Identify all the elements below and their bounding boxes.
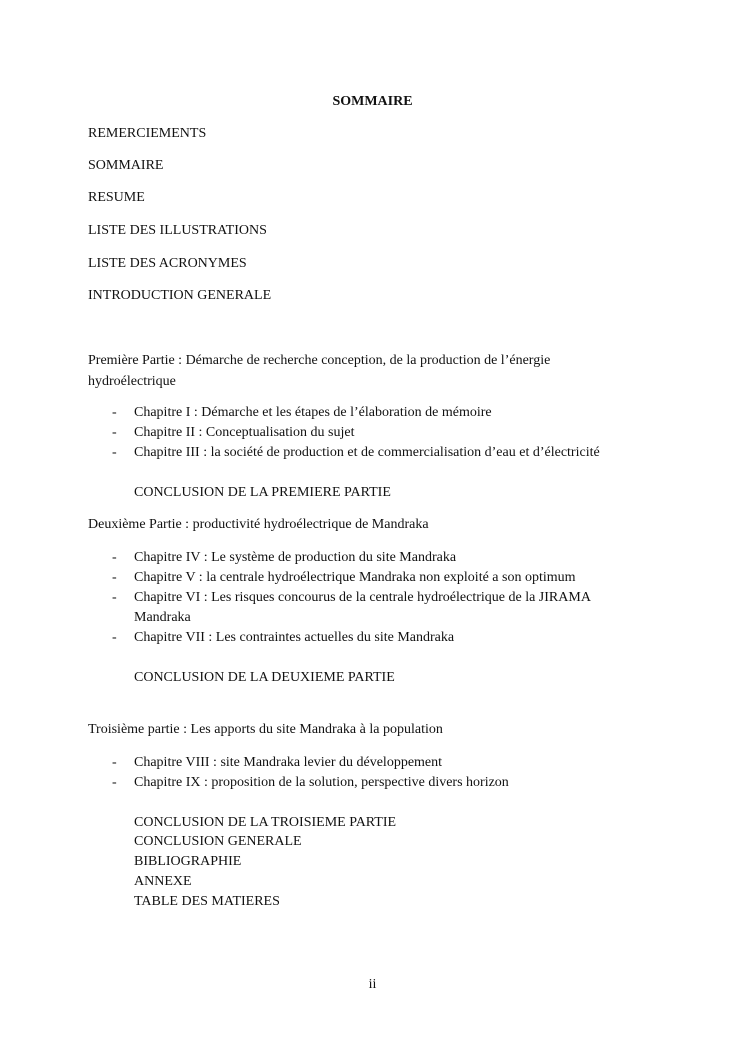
chapter-7: Chapitre VII : Les contraintes actuelles du site Mandraka (134, 630, 455, 645)
toc-entry-liste-illustrations: LISTE DES ILLUSTRATIONS (88, 223, 267, 238)
bibliographie: BIBLIOGRAPHIE (134, 854, 242, 869)
bullet-dash: - (112, 570, 117, 585)
bullet-dash: - (112, 405, 117, 420)
chapter-4: Chapitre IV : Le système de production du site Mandraka (134, 550, 457, 565)
part2-conclusion: CONCLUSION DE LA DEUXIEME PARTIE (134, 670, 395, 685)
page-number: ii (368, 977, 377, 992)
toc-entry-resume: RESUME (88, 190, 145, 205)
bullet-dash: - (112, 425, 117, 440)
part2-heading: Deuxième Partie : productivité hydroélectrique de Mandraka (88, 517, 429, 532)
toc-entry-liste-acronymes: LISTE DES ACRONYMES (88, 256, 247, 271)
conclusion-generale: CONCLUSION GENERALE (134, 834, 302, 849)
part3-conclusion: CONCLUSION DE LA TROISIEME PARTIE (134, 815, 397, 830)
chapter-6-continued: Mandraka (134, 610, 191, 625)
chapter-8: Chapitre VIII : site Mandraka levier du développement (134, 755, 443, 770)
chapter-5: Chapitre V : la centrale hydroélectrique Mandraka non exploité a son optimum (134, 570, 576, 585)
part1-conclusion: CONCLUSION DE LA PREMIERE PARTIE (134, 485, 391, 500)
toc-entry-sommaire: SOMMAIRE (88, 158, 164, 173)
toc-entry-introduction: INTRODUCTION GENERALE (88, 288, 272, 303)
bullet-dash: - (112, 445, 117, 460)
page-title: SOMMAIRE (332, 94, 413, 109)
bullet-dash: - (112, 630, 117, 645)
part3-heading: Troisième partie : Les apports du site Mandraka à la population (88, 722, 443, 737)
chapter-9: Chapitre IX : proposition de la solution, perspective divers horizon (134, 775, 509, 790)
bullet-dash: - (112, 775, 117, 790)
chapter-1: Chapitre I : Démarche et les étapes de l’élaboration de mémoire (134, 405, 492, 420)
chapter-6: Chapitre VI : Les risques concourus de la centrale hydroélectrique de la JIRAMA (134, 590, 591, 605)
bullet-dash: - (112, 590, 117, 605)
chapter-2: Chapitre II : Conceptualisation du sujet (134, 425, 355, 440)
bullet-dash: - (112, 550, 117, 565)
table-des-matieres: TABLE DES MATIERES (134, 894, 280, 909)
annexe: ANNEXE (134, 874, 192, 889)
part1-heading: Première Partie : Démarche de recherche conception, de la production de l’énergie (88, 353, 551, 368)
bullet-dash: - (112, 755, 117, 770)
toc-entry-remerciements: REMERCIEMENTS (88, 126, 207, 141)
part1-heading-continued: hydroélectrique (88, 374, 176, 389)
chapter-3: Chapitre III : la société de production et de commercialisation d’eau et d’électricité (134, 445, 600, 460)
